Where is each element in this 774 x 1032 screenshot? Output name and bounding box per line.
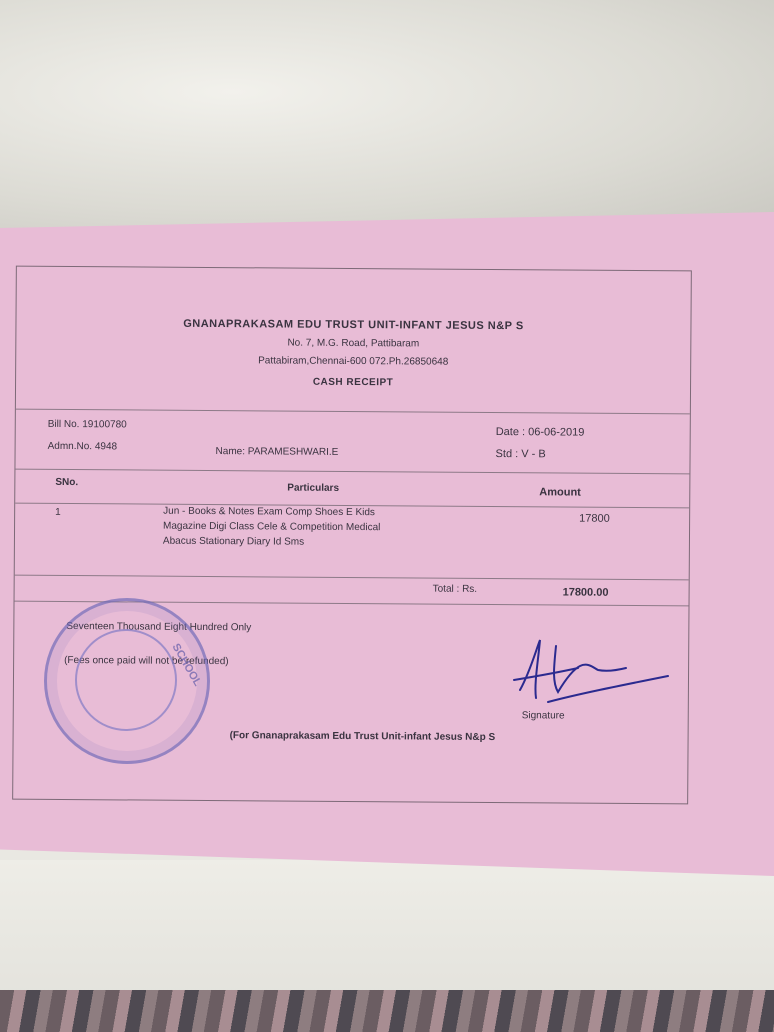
particulars-text xyxy=(163,504,463,551)
column-header-particulars: Particulars xyxy=(287,482,340,494)
divider-info xyxy=(15,469,689,475)
background-cloth-top xyxy=(0,0,774,230)
receipt-date: Date : 06-06-2019 xyxy=(495,426,585,439)
student-name: Name: PARAMESHWARI.E xyxy=(215,446,339,458)
bill-number: Bill No. 19100780 xyxy=(47,418,127,431)
address-line-2: Pattabiram,Chennai-600 072.Ph.26850648 xyxy=(258,355,449,368)
particulars-line-3: Abacus Stationary Diary Id Sms xyxy=(162,535,305,548)
background-rug xyxy=(0,990,774,1032)
address-line-1: No. 7, M.G. Road, Pattibaram xyxy=(287,337,420,350)
row-amount: 17800 xyxy=(579,512,610,525)
particulars-line-2: Magazine Digi Class Cele & Competition Medical xyxy=(163,520,381,534)
column-header-sno: SNo. xyxy=(55,476,79,489)
divider-header xyxy=(16,409,690,415)
divider-body xyxy=(15,575,689,581)
column-header-amount: Amount xyxy=(539,486,581,499)
admission-number: Admn.No. 4948 xyxy=(47,440,118,453)
background-cloth-bottom xyxy=(0,860,774,1010)
school-seal-inner-ring xyxy=(75,629,177,731)
student-std: Std : V - B xyxy=(495,448,546,461)
school-seal-text: SCHOOL xyxy=(169,641,204,689)
receipt-header xyxy=(16,317,690,391)
school-seal-stamp xyxy=(44,598,210,764)
total-label: Total : Rs. xyxy=(432,583,478,595)
total-value: 17800.00 xyxy=(562,586,609,599)
org-name: GNANAPRAKASAM EDU TRUST UNIT-INFANT JESUS N&P S xyxy=(183,317,524,333)
signature-label: Signature xyxy=(521,710,565,722)
for-trust-line: (For Gnanaprakasam Edu Trust Unit-infant Jesus N&p S xyxy=(229,730,496,744)
particulars-line-1: Jun - Books & Notes Exam Comp Shoes E Kids xyxy=(163,505,375,519)
row-sno: 1 xyxy=(55,506,61,518)
receipt-title: CASH RECEIPT xyxy=(312,376,394,389)
refund-note: (Fees once paid will not be refunded) xyxy=(64,654,229,668)
amount-in-words: Seventeen Thousand Eight Hundred Only xyxy=(66,621,252,634)
handwritten-signature xyxy=(508,632,678,712)
